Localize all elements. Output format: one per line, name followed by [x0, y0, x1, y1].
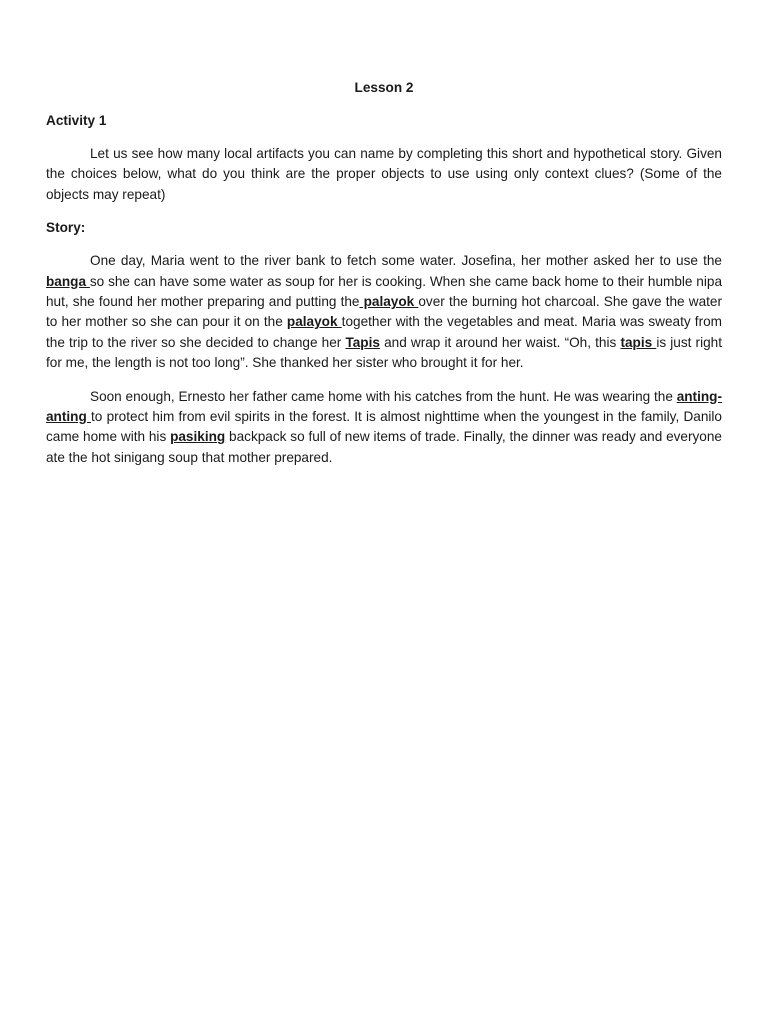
document-page	[46, 78, 722, 481]
answer-pasiking: pasiking	[170, 429, 226, 445]
story-text: to protect him from evil spirits in the forest. It is almost nighttime when the youngest in the family, Danilo came home with his	[46, 409, 722, 445]
story-paragraph-2	[46, 387, 722, 469]
answer-anting-anting: anting-anting	[46, 388, 722, 425]
story-text: and wrap it around her waist. “Oh, this	[379, 334, 621, 350]
story-heading: Story:	[46, 220, 86, 236]
lesson-title: Lesson 2	[354, 80, 414, 95]
answer-tapis: Tapis	[345, 334, 380, 350]
story-paragraph-1	[46, 251, 722, 373]
answer-banga: banga	[46, 273, 90, 289]
story-text: One day, Maria went to the river bank to fetch some water. Josefina, her mother asked her to use the	[90, 253, 722, 269]
answer-tapis: tapis	[620, 334, 657, 350]
story-text: so she can have some water as soup for her is cooking. When she came back home to their humble nipa hut, she found her mother preparing and putting the	[46, 273, 722, 310]
intro-paragraph: Let us see how many local artifacts you can name by completing this short and hypothetical story. Given the choices below, what do you think are the proper objects to use using only context clues? (Some of the objects may repeat)	[46, 146, 722, 202]
story-text: together with the vegetables and meat. Maria was sweaty from the trip to the river so she decided to change her	[46, 314, 722, 350]
story-text: backpack so full of new items of trade. Finally, the dinner was ready and everyone ate the hot sinigang soup that mother prepared.	[46, 429, 722, 465]
story-text: over the burning hot charcoal. She gave the water to her mother so she can pour it on the	[46, 294, 722, 330]
activity-heading: Activity 1	[46, 113, 107, 128]
story-text: Soon enough, Ernesto her father came home with his catches from the hunt. He was wearing the	[90, 388, 677, 404]
answer-palayok: palayok	[359, 294, 419, 310]
story-text: is just right for me, the length is not too long”. She thanked her sister who brought it for her.	[46, 334, 723, 371]
answer-palayok: palayok	[286, 314, 342, 330]
